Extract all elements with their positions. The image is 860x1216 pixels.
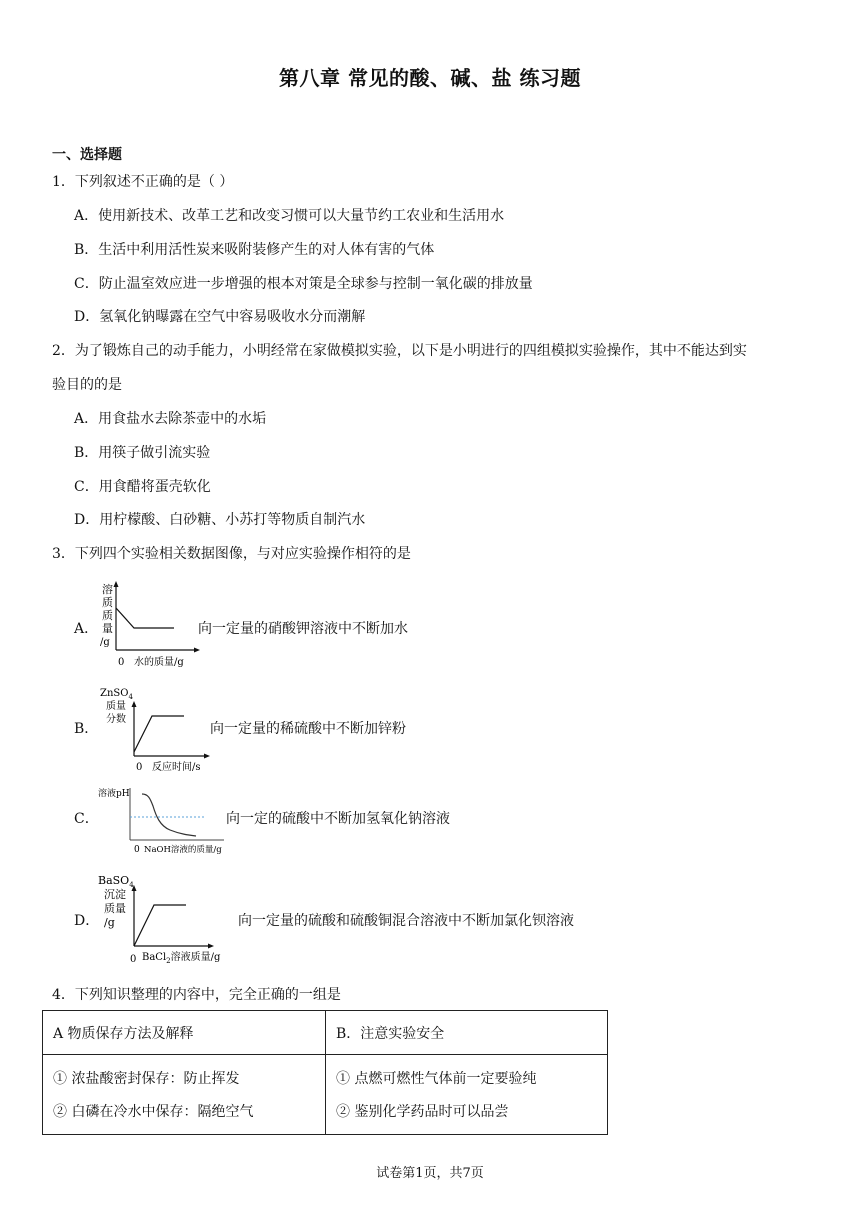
graph-d-xlabel: BaCl$_2$溶液质量/g (142, 952, 221, 965)
graph-d-ylabel-1: 沉淀 (104, 888, 126, 901)
graph-b-ylabel-1: 质量 (106, 701, 126, 712)
q1-option-d: D．氢氧化钠曝露在空气中容易吸收水分而潮解 (74, 309, 366, 325)
q2-option-b: B．用筷子做引流实验 (74, 445, 211, 461)
q3-option-b-desc: 向一定量的稀硫酸中不断加锌粉 (210, 721, 406, 737)
q3-option-a-letter: A． (74, 621, 99, 637)
graph-a-ylabel-5: /g (100, 637, 110, 648)
graph-d-ylabel-2: 质量 (104, 902, 126, 915)
q2-option-c: C．用食醋将蛋壳软化 (74, 479, 211, 495)
q4-stem: 4．下列知识整理的内容中，完全正确的一组是 (52, 987, 341, 1003)
page-footer: 试卷第1页，共7页 (376, 1166, 484, 1181)
q3-option-c-letter: C． (74, 811, 99, 827)
q2-stem-line1: 2．为了锻炼自己的动手能力，小明经常在家做模拟实验，以下是小明进行的四组模拟实验操作，其中不能达到实 (52, 343, 747, 359)
knowledge-table (42, 1010, 608, 1135)
table-cell-b-item-1: ① 点燃可燃性气体前一定要验纯 (336, 1071, 537, 1087)
table-header-a: A 物质保存方法及解释 (43, 1011, 326, 1055)
graph-b-ylabel-formula: ZnSO$_4$ (100, 688, 133, 701)
table-cell-a-item-1: ① 浓盐酸密封保存：防止挥发 (53, 1071, 240, 1087)
q3-stem: 3．下列四个实验相关数据图像，与对应实验操作相符的是 (52, 546, 411, 562)
graph-c-xlabel: NaOH溶液的质量/g (144, 845, 222, 855)
graph-b-xlabel: 反应时间/s (152, 762, 201, 773)
q1-stem: 1．下列叙述不正确的是（ ） (52, 174, 234, 190)
table-cell-a (43, 1055, 326, 1135)
q3-option-d-desc: 向一定量的硫酸和硫酸铜混合溶液中不断加氯化钡溶液 (238, 913, 574, 929)
graph-a-ylabel-3: 质 (102, 609, 113, 622)
graph-a-xlabel: 水的质量/g (134, 657, 184, 668)
table-header-row (43, 1011, 608, 1055)
graph-a-ylabel-2: 质 (102, 596, 113, 609)
q3-graph-a (96, 578, 206, 670)
page-title: 第八章 常见的酸、碱、盐 练习题 (279, 66, 581, 90)
graph-d-origin: 0 (130, 954, 137, 965)
q3-option-a-desc: 向一定量的硝酸钾溶液中不断加水 (198, 621, 408, 637)
graph-c-origin: 0 (134, 845, 140, 855)
section-heading: 一、选择题 (52, 147, 122, 163)
graph-d-ylabel-3: /g (104, 916, 115, 929)
graph-a-origin: 0 (118, 657, 125, 668)
q3-option-b-letter: B． (74, 721, 99, 737)
q3-graph-c (96, 784, 228, 856)
q1-option-c: C．防止温室效应进一步增强的根本对策是全球参与控制一氧化碳的排放量 (74, 276, 533, 292)
graph-b-ylabel-2: 分数 (106, 714, 126, 725)
graph-c-curve (142, 794, 196, 836)
q1-option-a: A．使用新技术、改革工艺和改变习惯可以大量节约工农业和生活用水 (74, 208, 505, 224)
graph-a-curve (116, 608, 174, 628)
q3-option-c-desc: 向一定的硫酸中不断加氢氧化钠溶液 (226, 811, 450, 827)
graph-a-ylabel-4: 量 (102, 622, 113, 635)
graph-b-origin: 0 (136, 762, 143, 773)
q1-option-b: B．生活中利用活性炭来吸附装修产生的对人体有害的气体 (74, 242, 435, 258)
q2-option-a: A．用食盐水去除茶壶中的水垢 (74, 411, 267, 427)
table-header-b: B．注意实验安全 (326, 1011, 608, 1055)
q2-stem-line2: 验目的的是 (52, 377, 122, 393)
q3-option-d-letter: D． (74, 913, 100, 929)
q2-option-d: D．用柠檬酸、白砂糖、小苏打等物质自制汽水 (74, 512, 366, 528)
graph-d-curve (134, 905, 186, 946)
table-row (43, 1055, 608, 1135)
table-cell-a-item-2: ② 白磷在冷水中保存：隔绝空气 (53, 1104, 254, 1120)
q3-graph-d (96, 870, 238, 966)
table-cell-b-item-2: ② 鉴别化学药品时可以品尝 (336, 1104, 509, 1120)
graph-b-curve (134, 716, 184, 752)
graph-a-ylabel-1: 溶 (102, 583, 113, 596)
table-cell-b (326, 1055, 608, 1135)
graph-d-ylabel-formula: BaSO$_4$ (98, 874, 134, 889)
graph-c-ylabel: 溶液pH (98, 789, 130, 799)
q3-graph-b (96, 684, 216, 776)
